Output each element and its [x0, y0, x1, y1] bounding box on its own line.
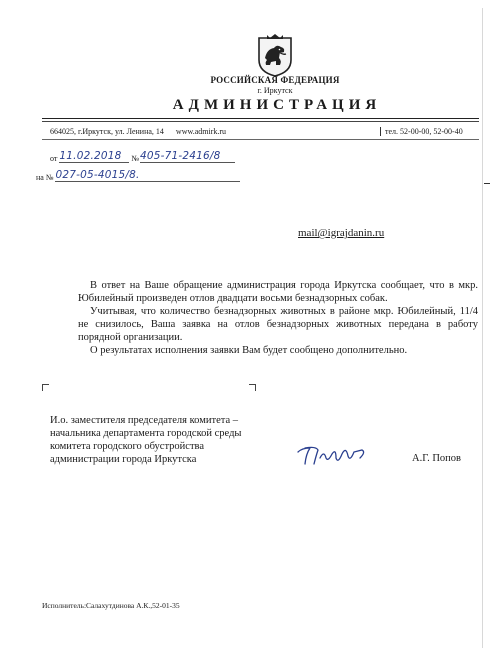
organization-title: АДМИНИСТРАЦИЯ — [172, 97, 382, 113]
coat-of-arms-icon — [255, 34, 295, 78]
redacted-recipient-area — [280, 153, 480, 229]
signatory-name: А.Г. Попов — [412, 453, 462, 464]
website-text: www.admirk.ru — [175, 127, 227, 136]
position-line-1: И.о. заместителя председателя комитета – — [50, 415, 238, 426]
letter-page — [12, 8, 483, 648]
address-line — [50, 127, 226, 136]
executor-info: Исполнитель:Салахутдинова А.К.,52-01-35 — [42, 601, 180, 610]
country-name: РОССИЙСКАЯ ФЕДЕРАЦИЯ — [210, 75, 340, 85]
city-name: г. Иркутск — [257, 86, 293, 95]
number-label: № — [131, 154, 140, 163]
body-paragraph-1: В ответ на Ваше обращение администрация города Иркутска сообщает, что в мкр. Юбилейный произведен отлов двадцати восьми безнадзорных собак. — [78, 280, 478, 304]
number-value: 405-71-2416/8 — [140, 150, 235, 163]
position-line-3: комитета городского обустройства — [50, 441, 205, 452]
fold-mark-left — [42, 384, 49, 391]
reply-label: на № — [36, 173, 54, 182]
body-paragraph-3: О результатах исполнения заявки Вам будет сообщено дополнительно. — [90, 345, 408, 356]
header-divider-thick — [42, 118, 479, 119]
reply-value: 027-05-4015/8. — [55, 169, 240, 182]
handwritten-signature — [296, 440, 368, 470]
date-label: от — [50, 154, 58, 163]
phone-text: тел. 52-00-00, 52-00-40 — [380, 127, 463, 136]
address-divider — [42, 139, 479, 140]
outgoing-reference — [50, 150, 235, 163]
signatory-position — [50, 414, 310, 466]
body-paragraph-2: Учитывая, что количество безнадзорных животных в районе мкр. Юбилейный, 11/4 не снизилось, Ваша заявка на отлов безнадзорных животных передана в работу порядной организации. — [78, 306, 478, 343]
position-line-2: начальника департамента городской среды — [50, 428, 242, 439]
header-divider-thin — [42, 121, 479, 122]
address-text: 664025, г.Иркутск, ул. Ленина, 14 — [50, 127, 164, 136]
date-value: 11.02.2018 — [59, 150, 129, 163]
letter-body — [78, 279, 478, 357]
position-line-4: администрации города Иркутска — [50, 454, 197, 465]
recipient-email: mail@igrajdanin.ru — [298, 227, 385, 239]
address-corner-mark — [484, 183, 490, 192]
incoming-reference — [36, 169, 240, 182]
fold-mark-right — [249, 384, 256, 391]
